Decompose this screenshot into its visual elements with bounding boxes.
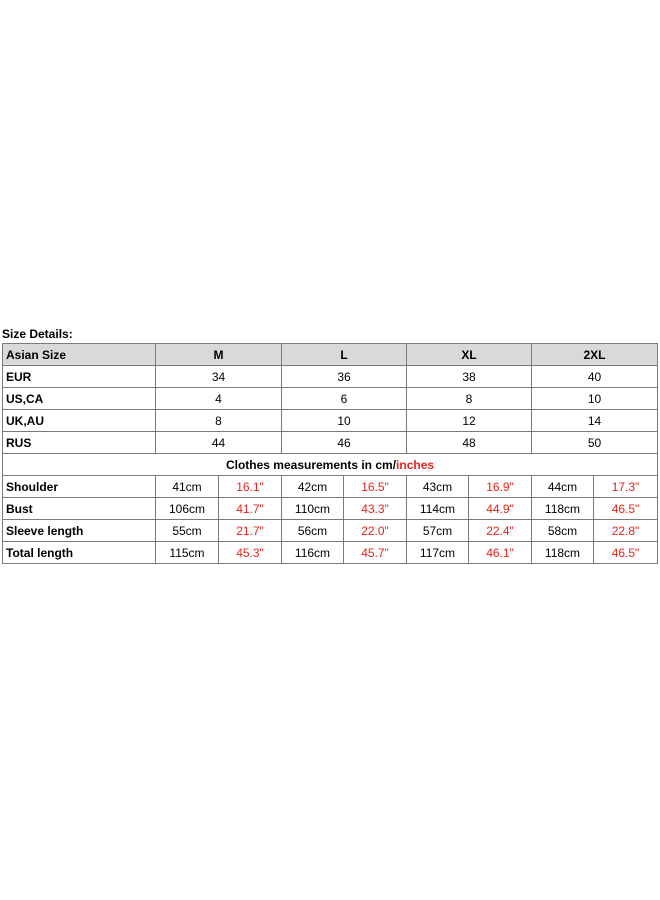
size-heading-2xl: 2XL (532, 344, 658, 366)
inch-cell: 22.8" (594, 520, 658, 542)
value-cell: 48 (407, 432, 532, 454)
value-cell: 8 (156, 410, 282, 432)
cm-cell: 57cm (407, 520, 469, 542)
value-cell: 8 (407, 388, 532, 410)
inch-cell: 16.5" (344, 476, 407, 498)
inch-cell: 43.3" (344, 498, 407, 520)
inch-cell: 22.0" (344, 520, 407, 542)
cm-cell: 42cm (282, 476, 344, 498)
cm-cell: 114cm (407, 498, 469, 520)
inch-cell: 41.7" (219, 498, 282, 520)
row-label: RUS (3, 432, 156, 454)
size-chart-table (2, 343, 658, 564)
cm-cell: 58cm (532, 520, 594, 542)
inch-cell: 16.9" (469, 476, 532, 498)
cm-cell: 118cm (532, 542, 594, 564)
inch-cell: 46.1" (469, 542, 532, 564)
row-label: Bust (3, 498, 156, 520)
conversion-row-uk-au (3, 410, 658, 432)
cm-cell: 44cm (532, 476, 594, 498)
inch-cell: 45.7" (344, 542, 407, 564)
cm-cell: 117cm (407, 542, 469, 564)
measurements-title-accent: inches (396, 457, 435, 472)
cm-cell: 110cm (282, 498, 344, 520)
measurements-title (3, 454, 658, 476)
value-cell: 44 (156, 432, 282, 454)
inch-cell: 22.4" (469, 520, 532, 542)
cm-cell: 43cm (407, 476, 469, 498)
value-cell: 6 (282, 388, 407, 410)
measurements-section-row (3, 454, 658, 476)
value-cell: 46 (282, 432, 407, 454)
value-cell: 40 (532, 366, 658, 388)
inch-cell: 45.3" (219, 542, 282, 564)
measurement-row-bust (3, 498, 658, 520)
row-label: EUR (3, 366, 156, 388)
cm-cell: 56cm (282, 520, 344, 542)
cm-cell: 115cm (156, 542, 219, 564)
size-details-caption: Size Details: (2, 327, 73, 341)
cm-cell: 106cm (156, 498, 219, 520)
size-heading-xl: XL (407, 344, 532, 366)
conversion-row-eur (3, 366, 658, 388)
cm-cell: 116cm (282, 542, 344, 564)
value-cell: 10 (532, 388, 658, 410)
row-label: Shoulder (3, 476, 156, 498)
measurements-title-prefix: Clothes measurements in cm/ (225, 457, 397, 472)
measurement-row-sleeve-length (3, 520, 658, 542)
row-label: Sleeve length (3, 520, 156, 542)
size-header-row (3, 344, 658, 366)
value-cell: 38 (407, 366, 532, 388)
inch-cell: 17.3" (594, 476, 658, 498)
measurement-row-total-length (3, 542, 658, 564)
inch-cell: 16.1" (219, 476, 282, 498)
asian-size-label: Asian Size (3, 344, 156, 366)
value-cell: 14 (532, 410, 658, 432)
inch-cell: 46.5" (594, 498, 658, 520)
cm-cell: 118cm (532, 498, 594, 520)
value-cell: 34 (156, 366, 282, 388)
inch-cell: 46.5" (594, 542, 658, 564)
inch-cell: 21.7" (219, 520, 282, 542)
value-cell: 50 (532, 432, 658, 454)
value-cell: 10 (282, 410, 407, 432)
row-label: UK,AU (3, 410, 156, 432)
conversion-row-rus (3, 432, 658, 454)
size-heading-m: M (156, 344, 282, 366)
cm-cell: 55cm (156, 520, 219, 542)
measurement-row-shoulder (3, 476, 658, 498)
value-cell: 4 (156, 388, 282, 410)
row-label: US,CA (3, 388, 156, 410)
size-heading-l: L (282, 344, 407, 366)
cm-cell: 41cm (156, 476, 219, 498)
row-label: Total length (3, 542, 156, 564)
conversion-row-us-ca (3, 388, 658, 410)
inch-cell: 44.9" (469, 498, 532, 520)
value-cell: 36 (282, 366, 407, 388)
value-cell: 12 (407, 410, 532, 432)
